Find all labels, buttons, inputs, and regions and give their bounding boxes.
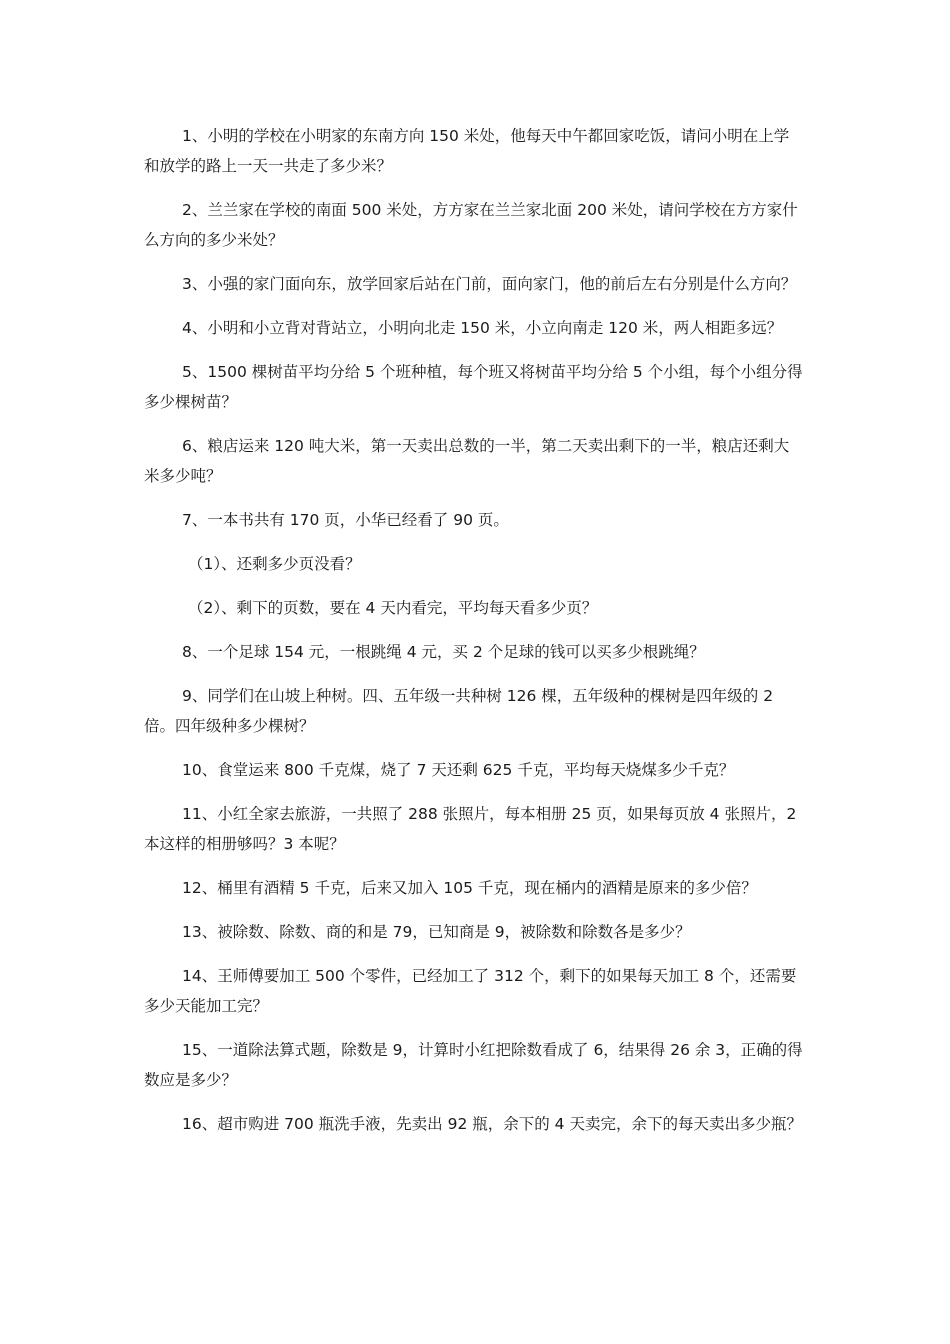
problem-7-part-2: （2）、剩下的页数，要在 4 天内看完，平均每天看多少页？	[188, 599, 598, 617]
problem-10: 10、食堂运来 800 千克煤，烧了 7 天还剩 625 千克，平均每天烧煤多少千克？	[182, 761, 735, 779]
problem-9: 9、同学们在山坡上种树。四、五年级一共种树 126 棵，五年级种的棵树是四年级的 2 倍。四年级种多少棵树？	[144, 687, 774, 735]
problem-6: 6、粮店运来 120 吨大米，第一天卖出总数的一半，第二天卖出剩下的一半，粮店还剩大米多少吨？	[144, 437, 790, 485]
problem-8: 8、一个足球 154 元，一根跳绳 4 元，买 2 个足球的钱可以买多少根跳绳？	[182, 643, 705, 661]
problem-13: 13、被除数、除数、商的和是 79，已知商是 9，被除数和除数各是多少？	[182, 923, 691, 941]
problem-15: 15、一道除法算式题，除数是 9，计算时小红把除数看成了 6，结果得 26 余 3，正确的得数应是多少？	[144, 1041, 803, 1089]
problem-5: 5、1500 棵树苗平均分给 5 个班种植，每个班又将树苗平均分给 5 个小组，每个小组分得多少棵树苗？	[144, 363, 803, 411]
problem-12: 12、桶里有酒精 5 千克，后来又加入 105 千克，现在桶内的酒精是原来的多少倍？	[182, 879, 757, 897]
problem-3: 3、小强的家门面向东，放学回家后站在门前，面向家门，他的前后左右分别是什么方向？	[182, 275, 797, 293]
problem-16: 16、超市购进 700 瓶洗手液，先卖出 92 瓶，余下的 4 天卖完，余下的每天卖出多少瓶？	[182, 1115, 802, 1133]
problem-4: 4、小明和小立背对背站立，小明向北走 150 米，小立向南走 120 米，两人相距多远？	[182, 319, 783, 337]
problem-2: 2、兰兰家在学校的南面 500 米处，方方家在兰兰家北面 200 米处，请问学校在方方家什么方向的多少米处？	[144, 201, 798, 249]
problem-11: 11、小红全家去旅游，一共照了 288 张照片，每本相册 25 页，如果每页放 4 张照片，2 本这样的相册够吗？3 本呢？	[144, 805, 797, 853]
problem-1: 1、小明的学校在小明家的东南方向 150 米处，他每天中午都回家吃饭，请问小明在上学和放学的路上一天一共走了多少米？	[144, 127, 790, 175]
problem-list	[144, 121, 804, 1139]
problem-14: 14、王师傅要加工 500 个零件，已经加工了 312 个，剩下的如果每天加工 8 个，还需要多少天能加工完？	[144, 967, 797, 1015]
problem-7: 7、一本书共有 170 页，小华已经看了 90 页。	[182, 511, 509, 529]
problem-7-part-1: （1）、还剩多少页没看？	[188, 555, 361, 573]
